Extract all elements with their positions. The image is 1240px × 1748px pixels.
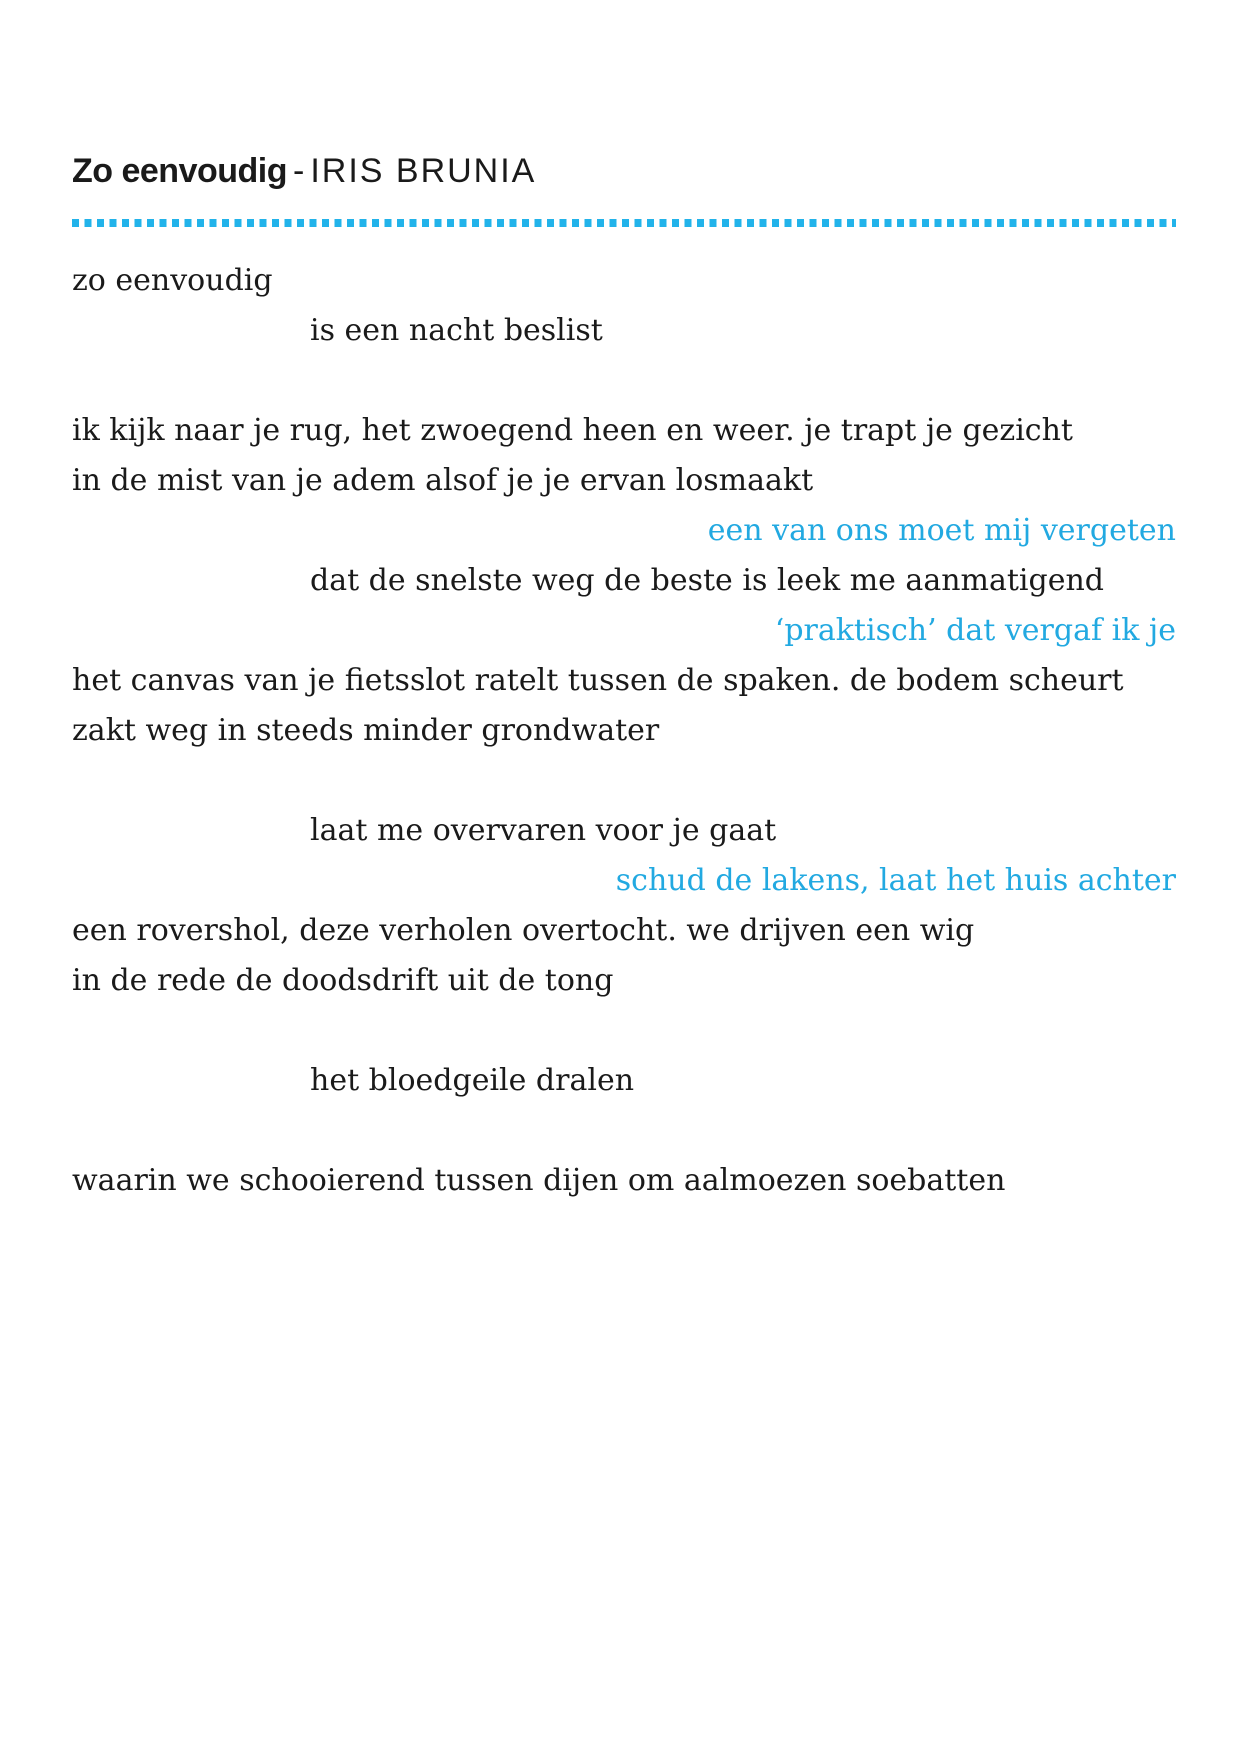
poem-line: dat de snelste weg de beste is leek me aanmatigend (310, 563, 1104, 598)
poem-title: Zo eenvoudig (72, 152, 287, 190)
dotted-divider (72, 219, 1176, 227)
poem-line: laat me overvaren voor je gaat (310, 813, 777, 848)
poem-header (72, 150, 536, 192)
poem-line-accent: een van ons moet mij vergeten (707, 513, 1176, 548)
poem-line-accent: ‘praktisch’ dat vergaf ik je (774, 613, 1176, 648)
poem-line: zo eenvoudig (72, 263, 273, 298)
poem-line: waarin we schooierend tussen dijen om aalmoezen soebatten (72, 1163, 1006, 1198)
poem-line: het canvas van je fietsslot ratelt tussen de spaken. de bodem scheurt (72, 663, 1124, 698)
poem-line: het bloedgeile dralen (310, 1063, 635, 1098)
poem-line: in de mist van je adem alsof je je ervan losmaakt (72, 463, 814, 498)
poem-line: een rovershol, deze verholen overtocht. we drijven een wig (72, 913, 975, 948)
poem-line-accent: schud de lakens, laat het huis achter (615, 863, 1176, 898)
title-separator: - (293, 152, 305, 190)
poem-line: is een nacht beslist (310, 313, 603, 348)
poem-line: in de rede de doodsdrift uit de tong (72, 963, 614, 998)
poem-line: zakt weg in steeds minder grondwater (72, 713, 660, 748)
poem-line: ik kijk naar je rug, het zwoegend heen en weer. je trapt je gezicht (72, 413, 1073, 448)
poem-author: IRIS BRUNIA (310, 152, 537, 190)
